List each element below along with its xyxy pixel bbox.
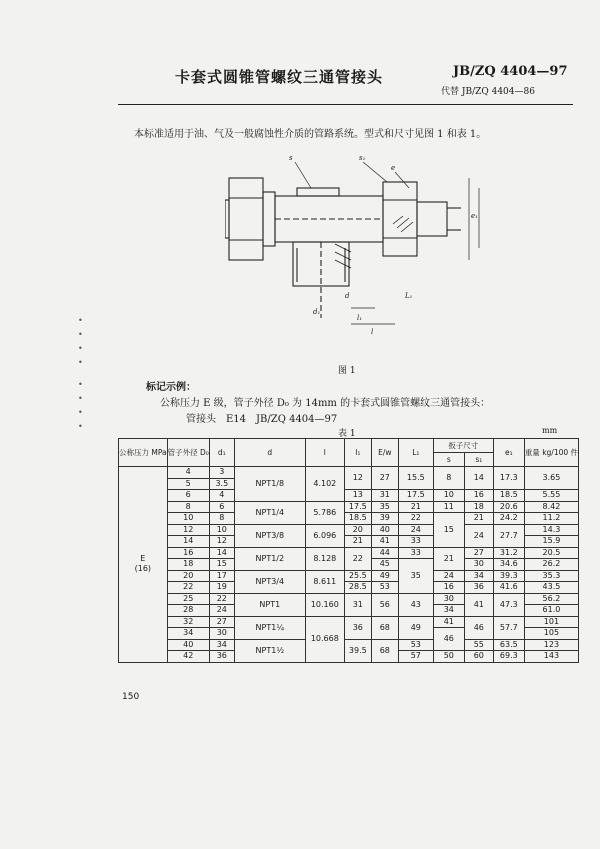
table-cell: 6: [167, 490, 209, 502]
table-cell: 15: [209, 559, 234, 571]
table-cell: NPT1/4: [234, 501, 305, 524]
table-cell: 44: [371, 547, 398, 559]
table-cell: 20: [344, 524, 371, 536]
label-l1: l₁: [357, 314, 363, 322]
col-Ew: E/w: [371, 439, 398, 467]
table-cell: 30: [209, 628, 234, 640]
table-cell: 19: [209, 582, 234, 594]
table-row: [119, 490, 579, 502]
table-cell: 18.5: [344, 513, 371, 525]
table-cell: 21: [398, 501, 433, 513]
table-cell: 20: [167, 570, 209, 582]
col-s: s: [433, 453, 464, 467]
table-cell: 25.5: [344, 570, 371, 582]
table-cell: 5.55: [524, 490, 578, 502]
table-cell: 63.5: [493, 639, 524, 651]
table-cell: NPT1: [234, 593, 305, 616]
table-cell: 35: [371, 501, 398, 513]
table-cell: 18: [167, 559, 209, 571]
table-cell: 22: [344, 547, 371, 570]
table-cell: 35.3: [524, 570, 578, 582]
fitting-drawing: [225, 148, 485, 348]
col-L1: L₁: [398, 439, 433, 467]
table-cell: 50: [433, 651, 464, 663]
col-d1: d₁: [209, 439, 234, 467]
table-cell: 41: [371, 536, 398, 548]
table-cell: 68: [371, 616, 398, 639]
margin-mark: •: [78, 316, 83, 325]
table-cell: 46: [464, 616, 493, 639]
table-row: [119, 570, 579, 582]
table-cell: 17.5: [398, 490, 433, 502]
table-cell: NPT3/8: [234, 524, 305, 547]
table-cell: 12: [167, 524, 209, 536]
table-cell: 24: [398, 524, 433, 536]
table-cell: 34: [167, 628, 209, 640]
table-row: [119, 513, 579, 525]
table-cell: 69.3: [493, 651, 524, 663]
table-cell: 14.3: [524, 524, 578, 536]
table-cell: 123: [524, 639, 578, 651]
table-cell: 20.5: [524, 547, 578, 559]
right-nut: [383, 182, 417, 256]
table-cell: 8.611: [305, 570, 344, 593]
col-s1: s₁: [464, 453, 493, 467]
margin-mark: •: [78, 394, 83, 403]
table-cell: 49: [371, 570, 398, 582]
table-cell: 3.5: [209, 478, 234, 490]
intro-paragraph: 本标准适用于油、气及一般腐蚀性介质的管路系统。型式和尺寸见图 1 和表 1。: [134, 129, 487, 140]
standard-code: JB/ZQ 4404—97: [453, 64, 568, 79]
table-cell: 10: [209, 524, 234, 536]
table-cell: 11: [433, 501, 464, 513]
col-wrench: 扳子尺寸: [433, 439, 493, 453]
table-cell: 31.2: [493, 547, 524, 559]
table-cell: 4: [167, 467, 209, 479]
table-cell: 31: [344, 593, 371, 616]
table-cell: 34: [464, 570, 493, 582]
table-cell: 27: [209, 616, 234, 628]
label-d1: d₁: [313, 308, 321, 316]
table-cell: 53: [398, 639, 433, 651]
table-caption: 表 1: [338, 429, 356, 439]
table-cell: 26.2: [524, 559, 578, 571]
table-cell: 101: [524, 616, 578, 628]
table-cell: 3.65: [524, 467, 578, 490]
table-cell: 24: [209, 605, 234, 617]
table-cell: 36: [464, 582, 493, 594]
table-cell: 40: [371, 524, 398, 536]
table-cell: 12: [209, 536, 234, 548]
table-cell: 57: [398, 651, 433, 663]
table-cell: 43: [398, 593, 433, 616]
table-cell: 14: [464, 467, 493, 490]
table-cell: 57.7: [493, 616, 524, 639]
table-cell: 6.096: [305, 524, 344, 547]
table-cell: 16: [167, 547, 209, 559]
table-cell: 35: [398, 559, 433, 594]
table-cell: 3: [209, 467, 234, 479]
table-cell: 42: [167, 651, 209, 663]
table-cell: 49: [398, 616, 433, 639]
label-L1: L₁: [405, 292, 413, 300]
table-cell: 22: [167, 582, 209, 594]
label-s1: s₁: [359, 154, 366, 162]
table-cell: 60: [464, 651, 493, 663]
table-row: [119, 547, 579, 559]
table-cell: 16: [433, 582, 464, 594]
table-cell: 10.668: [305, 616, 344, 662]
page-number: 150: [122, 692, 140, 702]
table-cell: 21: [344, 536, 371, 548]
table-cell: 17.5: [344, 501, 371, 513]
label-e: e: [391, 164, 396, 172]
margin-mark: •: [78, 344, 83, 353]
table-cell: 24.2: [493, 513, 524, 525]
table-row: [119, 524, 579, 536]
table-cell: 15.9: [524, 536, 578, 548]
table-cell: 39: [371, 513, 398, 525]
table-cell: 18.5: [493, 490, 524, 502]
table-cell: 10: [167, 513, 209, 525]
table-cell: 34: [209, 639, 234, 651]
table-unit: mm: [542, 426, 558, 435]
table-row: [119, 616, 579, 628]
table-cell: 40: [167, 639, 209, 651]
table-cell: 8: [209, 513, 234, 525]
replaces-note: 代替 JB/ZQ 4404—86: [441, 87, 535, 97]
label-l: l: [371, 328, 374, 336]
table-cell: 55: [464, 639, 493, 651]
table-cell: 22: [398, 513, 433, 525]
table-cell: 47.3: [493, 593, 524, 616]
table-cell: 4.102: [305, 467, 344, 502]
col-l1: l₁: [344, 439, 371, 467]
marking-text: 公称压力 E 级，管子外径 D₀ 为 14mm 的卡套式圆锥管螺纹三通管接头：: [160, 398, 491, 409]
table-cell: 27.7: [493, 524, 524, 547]
table-cell: 33: [398, 547, 433, 559]
table-cell: 34: [433, 605, 464, 617]
col-l: l: [305, 439, 344, 467]
table-cell: 21: [464, 513, 493, 525]
table-cell: 39.5: [344, 639, 371, 662]
table-cell: 41.6: [493, 582, 524, 594]
margin-mark: •: [78, 422, 83, 431]
table-row: [119, 467, 579, 479]
table-cell: 32: [167, 616, 209, 628]
figure-caption: 图 1: [338, 366, 356, 376]
table-cell: 5.786: [305, 501, 344, 524]
marking-heading: 标记示例：: [146, 382, 196, 393]
table-cell: NPT1/8: [234, 467, 305, 502]
table-cell: 56: [371, 593, 398, 616]
col-e1: e₁: [493, 439, 524, 467]
table-cell: 24: [464, 524, 493, 547]
table-cell: 15: [433, 513, 464, 548]
table-cell: 56.2: [524, 593, 578, 605]
left-nut: [229, 178, 263, 260]
label-s: s: [289, 154, 293, 162]
table-cell: 11.2: [524, 513, 578, 525]
table-cell: 27: [371, 467, 398, 490]
label-d: d: [345, 292, 350, 300]
table-row: [119, 639, 579, 651]
margin-mark: •: [78, 380, 83, 389]
table-cell: 105: [524, 628, 578, 640]
document-title: 卡套式圆锥管螺纹三通管接头: [175, 68, 384, 86]
table-cell: 41: [433, 616, 464, 628]
table-cell: 4: [209, 490, 234, 502]
table-cell: 8: [167, 501, 209, 513]
table-cell: NPT1/2: [234, 547, 305, 570]
table-cell: 68: [371, 639, 398, 662]
table-cell: 36: [344, 616, 371, 639]
table-cell: 22: [209, 593, 234, 605]
table-cell: 17: [209, 570, 234, 582]
table-cell: 10.160: [305, 593, 344, 616]
table-cell: 30: [464, 559, 493, 571]
table-cell: 6: [209, 501, 234, 513]
table-cell: 27: [464, 547, 493, 559]
table-cell: 30: [433, 593, 464, 605]
col-D0: 管子外径 D₀: [167, 439, 209, 467]
col-d: d: [234, 439, 305, 467]
table-cell: 8.42: [524, 501, 578, 513]
table-cell: 17.3: [493, 467, 524, 490]
table-cell: 16: [464, 490, 493, 502]
table-cell: 36: [209, 651, 234, 663]
table-cell: 53: [371, 582, 398, 594]
marking-code: 管接头 E14 JB/ZQ 4404—97: [186, 414, 338, 425]
dimension-table: [118, 438, 579, 663]
table-cell: 20.6: [493, 501, 524, 513]
table-row: [119, 593, 579, 605]
table-cell: 21: [433, 547, 464, 570]
table-row: [119, 582, 579, 594]
col-pressure: 公称压力 MPa: [119, 439, 168, 467]
table-cell: 31: [371, 490, 398, 502]
table-cell: 28: [167, 605, 209, 617]
table-cell: 12: [344, 467, 371, 490]
col-weight: 重量 kg/100 件: [524, 439, 578, 467]
table-cell: 10: [433, 490, 464, 502]
table-cell: 43.5: [524, 582, 578, 594]
margin-mark: •: [78, 330, 83, 339]
table-cell: 28.5: [344, 582, 371, 594]
table-cell: 24: [433, 570, 464, 582]
label-e1: e₁: [471, 212, 478, 220]
table-cell: NPT3/4: [234, 570, 305, 593]
table-cell: 45: [371, 559, 398, 571]
header-rule: [118, 104, 573, 105]
table-cell: 8.128: [305, 547, 344, 570]
table-cell: NPT1¼: [234, 616, 305, 639]
margin-mark: •: [78, 358, 83, 367]
table-cell: 33: [398, 536, 433, 548]
table-cell: 5: [167, 478, 209, 490]
table-cell: 46: [433, 628, 464, 651]
table-cell: 18: [464, 501, 493, 513]
table-cell: 14: [209, 547, 234, 559]
table-cell: 25: [167, 593, 209, 605]
table-cell: 61.0: [524, 605, 578, 617]
table-cell: 14: [167, 536, 209, 548]
table-cell: 143: [524, 651, 578, 663]
table-cell: 13: [344, 490, 371, 502]
table-cell: 34.6: [493, 559, 524, 571]
table-cell: 15.5: [398, 467, 433, 490]
table-cell: 41: [464, 593, 493, 616]
table-cell: 39.3: [493, 570, 524, 582]
table-cell: NPT1½: [234, 639, 305, 662]
table-row: [119, 501, 579, 513]
margin-mark: •: [78, 408, 83, 417]
pressure-cell: E (16): [119, 467, 168, 663]
table-cell: 8: [433, 467, 464, 490]
